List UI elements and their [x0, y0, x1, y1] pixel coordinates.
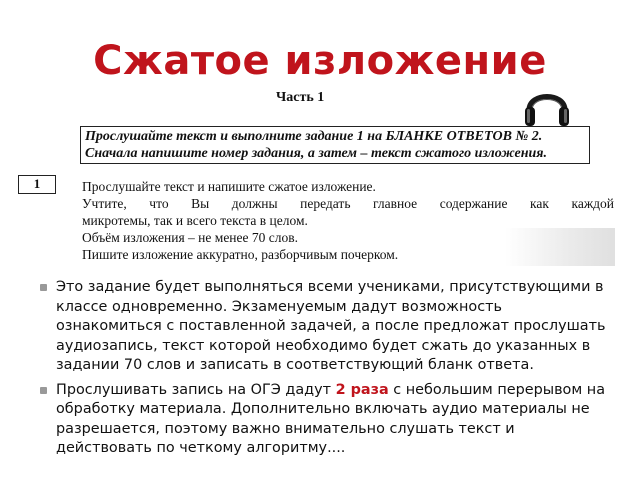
- instruction-box: [80, 126, 590, 164]
- task-line: Учтите, что Вы должны передать главное содержание как каждой: [82, 196, 614, 211]
- bullet-list: [40, 278, 610, 464]
- task-line: Пишите изложение аккуратно, разборчивым почерком.: [82, 247, 399, 262]
- image-edge-fade: [505, 228, 615, 266]
- bullet-text-start: Прослушивать запись на ОГЭ дадут: [56, 381, 336, 398]
- headphones-icon: [522, 80, 572, 130]
- highlight-count: 2 раза: [335, 381, 389, 398]
- bullet-icon: [40, 387, 47, 394]
- slide-title: Сжатое изложение: [93, 38, 547, 84]
- bullet-icon: [40, 284, 47, 291]
- task-line: Объём изложения – не менее 70 слов.: [82, 230, 298, 245]
- instruction-line: Сначала напишите номер задания, а затем – текст сжатого изложения.: [85, 146, 548, 161]
- bullet-text: Это задание будет выполняться всеми учениками, присутствующими в классе одновременно. Экзаменуемым дадут возможность ознакомиться с поставленной задачей, а после предложат прослушать аудиозапись, текст которой необходимо будет сжать до указанных в задании 70 слов и записать в соответствующий бланк ответа.: [56, 279, 606, 373]
- task-number: 1: [18, 175, 56, 194]
- instruction-line: Прослушайте текст и выполните задание 1 на БЛАНКЕ ОТВЕТОВ № 2.: [85, 129, 543, 144]
- list-item: [40, 278, 610, 376]
- part-label: Часть 1: [276, 90, 325, 105]
- bullet-text-end: с небольшим перерывом на обработку материала. Дополнительно включать аудио материалы не разрешается, поэтому важно внимательно слушать текст и действовать по четкому алгоритму....: [56, 381, 606, 456]
- task-line: Прослушайте текст и напишите сжатое изложение.: [82, 179, 376, 194]
- task-line: микротемы, так и всего текста в целом.: [82, 213, 308, 228]
- list-item: [40, 381, 610, 459]
